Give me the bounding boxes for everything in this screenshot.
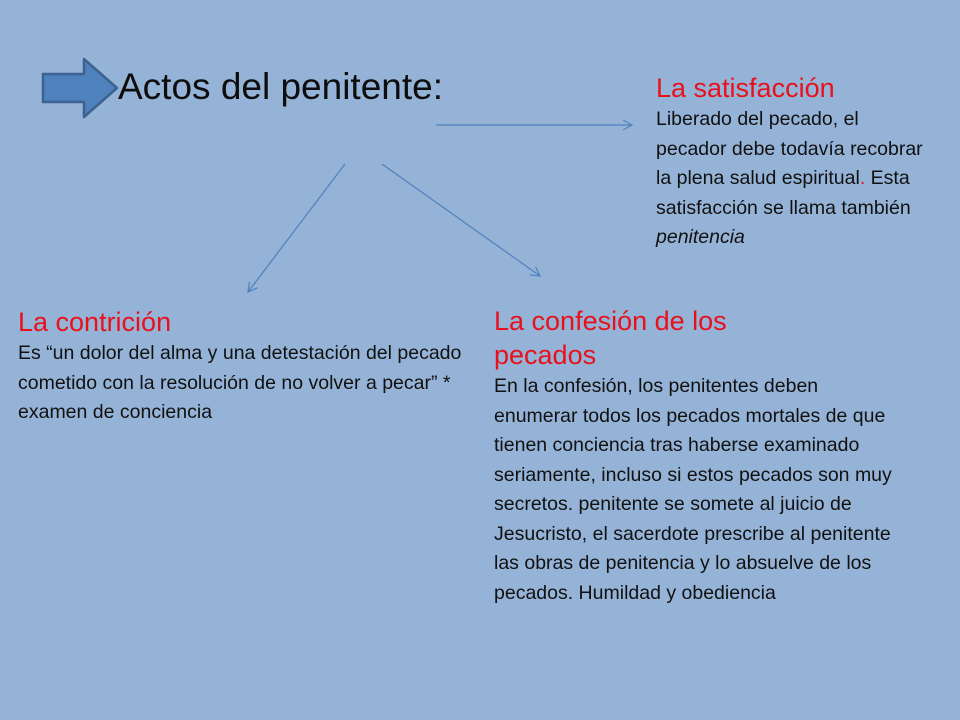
satisfaccion-body-period: .: [859, 167, 866, 189]
slide-title: Actos del penitente:: [118, 66, 443, 107]
arrow-to-contricion: [248, 164, 345, 292]
arrow-to-confesion: [382, 164, 540, 276]
confesion-block: [494, 304, 904, 608]
confesion-heading: La confesión de los pecados: [494, 306, 727, 370]
satisfaccion-block: [656, 72, 926, 253]
contricion-body: Es “un dolor del alma y una detestación del pecado cometido con la resolución de no volver a pecar” * examen de conciencia: [18, 342, 462, 423]
satisfaccion-body-part2: Esta satisfacción se llama también: [656, 167, 911, 219]
right-arrow-icon: [40, 56, 120, 120]
satisfaccion-body-italic: penitencia: [656, 226, 745, 248]
confesion-body: En la confesión, los penitentes deben enumerar todos los pecados mortales de que tienen conciencia tras haberse examinado seriamente, incluso si estos pecados son muy secretos. penitente se somete al juicio de Jesucristo, el sacerdote prescribe al penitente las obras de penitencia y lo absuelve de los pecados. Humildad y obediencia: [494, 375, 892, 604]
satisfaccion-heading: La satisfacción: [656, 73, 835, 103]
contricion-block: [18, 306, 478, 428]
contricion-heading: La contrición: [18, 307, 172, 337]
satisfaccion-body: [656, 105, 926, 253]
satisfaccion-body-part1: Liberado del pecado, el pecador debe todavía recobrar la plena salud espiritual: [656, 108, 923, 189]
